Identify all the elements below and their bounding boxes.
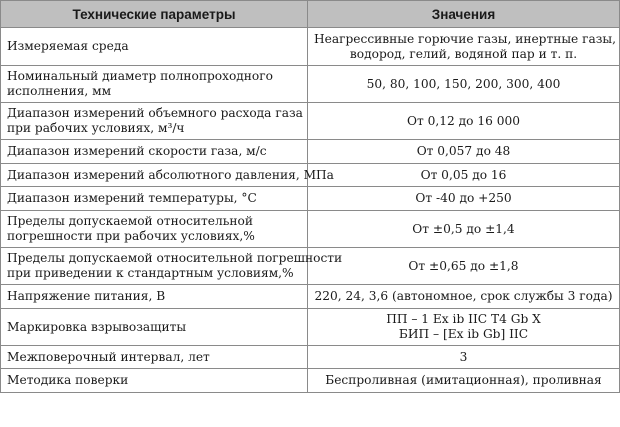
value-cell	[308, 164, 620, 187]
param-cell	[1, 187, 308, 211]
param-cell	[1, 164, 334, 187]
value-text: От ±0,5 до ±1,4	[412, 221, 515, 236]
param-text: погрешности при рабочих условиях,%	[7, 229, 255, 243]
param-text: Диапазон измерений скорости газа, м/с	[7, 144, 267, 158]
value-cell	[308, 140, 620, 164]
param-text: при приведении к стандартным условиям,%	[7, 266, 294, 280]
param-text: Пределы допускаемой относительной погрешности	[7, 251, 343, 265]
table-row	[1, 248, 620, 285]
table-row	[1, 103, 620, 140]
value-text: ПП – 1 Ex ib IIC T4 Gb X	[386, 312, 541, 326]
value-text: БИП – [Ex ib Gb] IIC	[398, 327, 529, 341]
table-row	[1, 369, 620, 393]
table-row	[1, 309, 620, 346]
param-cell	[1, 66, 308, 103]
value-cell	[308, 248, 620, 285]
value-text: водород, гелий, водяной пар и т. п.	[349, 46, 578, 61]
param-text: Маркировка взрывозащиты	[7, 319, 187, 334]
table-header-row	[1, 1, 620, 28]
param-cell	[1, 369, 308, 393]
table-row	[1, 66, 620, 103]
value-text: От ±0,65 до ±1,8	[408, 258, 519, 273]
param-text: Номинальный диаметр полнопроходного	[7, 69, 273, 83]
value-cell	[308, 187, 620, 211]
value-text: Беспроливная (имитационная), проливная	[325, 373, 602, 387]
param-cell	[1, 103, 308, 140]
value-cell	[308, 369, 620, 393]
table-row	[1, 28, 620, 66]
value-text: Неагрессивные горючие газы, инертные газы,	[314, 31, 616, 46]
param-cell	[1, 346, 308, 369]
param-text: Пределы допускаемой относительной	[7, 214, 253, 228]
param-text: исполнения, мм	[7, 84, 112, 98]
param-cell	[1, 140, 308, 164]
table-row	[1, 211, 620, 248]
value-cell	[308, 346, 620, 369]
value-text: От 0,12 до 16 000	[407, 113, 520, 128]
table-row	[1, 164, 620, 187]
value-text: 50, 80, 100, 150, 200, 300, 400	[366, 76, 561, 91]
table-row	[1, 140, 620, 164]
value-text: 3	[459, 349, 468, 364]
param-text: Напряжение питания, В	[7, 289, 166, 303]
value-cell	[308, 211, 620, 248]
header-value: Значения	[308, 1, 620, 28]
param-text: Межповерочный интервал, лет	[7, 349, 210, 364]
value-cell	[308, 285, 620, 309]
param-text: Диапазон измерений абсолютного давления, МПа	[7, 167, 334, 182]
param-text: Диапазон измерений объемного расхода газа	[7, 106, 303, 120]
param-text: Диапазон измерений температуры, °С	[7, 191, 257, 205]
value-cell	[308, 309, 620, 346]
value-text: От 0,05 до 16	[420, 167, 507, 182]
table-row	[1, 187, 620, 211]
value-text: От -40 до +250	[415, 191, 512, 205]
header-param: Технические параметры	[1, 1, 308, 28]
value-cell	[308, 103, 620, 140]
param-cell	[1, 248, 343, 285]
value-text: 220, 24, 3,6 (автономное, срок службы 3 года)	[314, 289, 613, 303]
param-cell	[1, 28, 308, 66]
value-text: От 0,057 до 48	[416, 144, 511, 158]
table-row	[1, 346, 620, 369]
value-cell	[308, 28, 620, 66]
param-text: Измеряемая среда	[7, 39, 129, 53]
value-cell	[308, 66, 620, 103]
param-text: при рабочих условиях, м³/ч	[7, 121, 185, 135]
param-cell	[1, 211, 308, 248]
param-cell	[1, 309, 308, 346]
table-row	[1, 285, 620, 309]
param-cell	[1, 285, 308, 309]
param-text: Методика поверки	[7, 373, 129, 387]
